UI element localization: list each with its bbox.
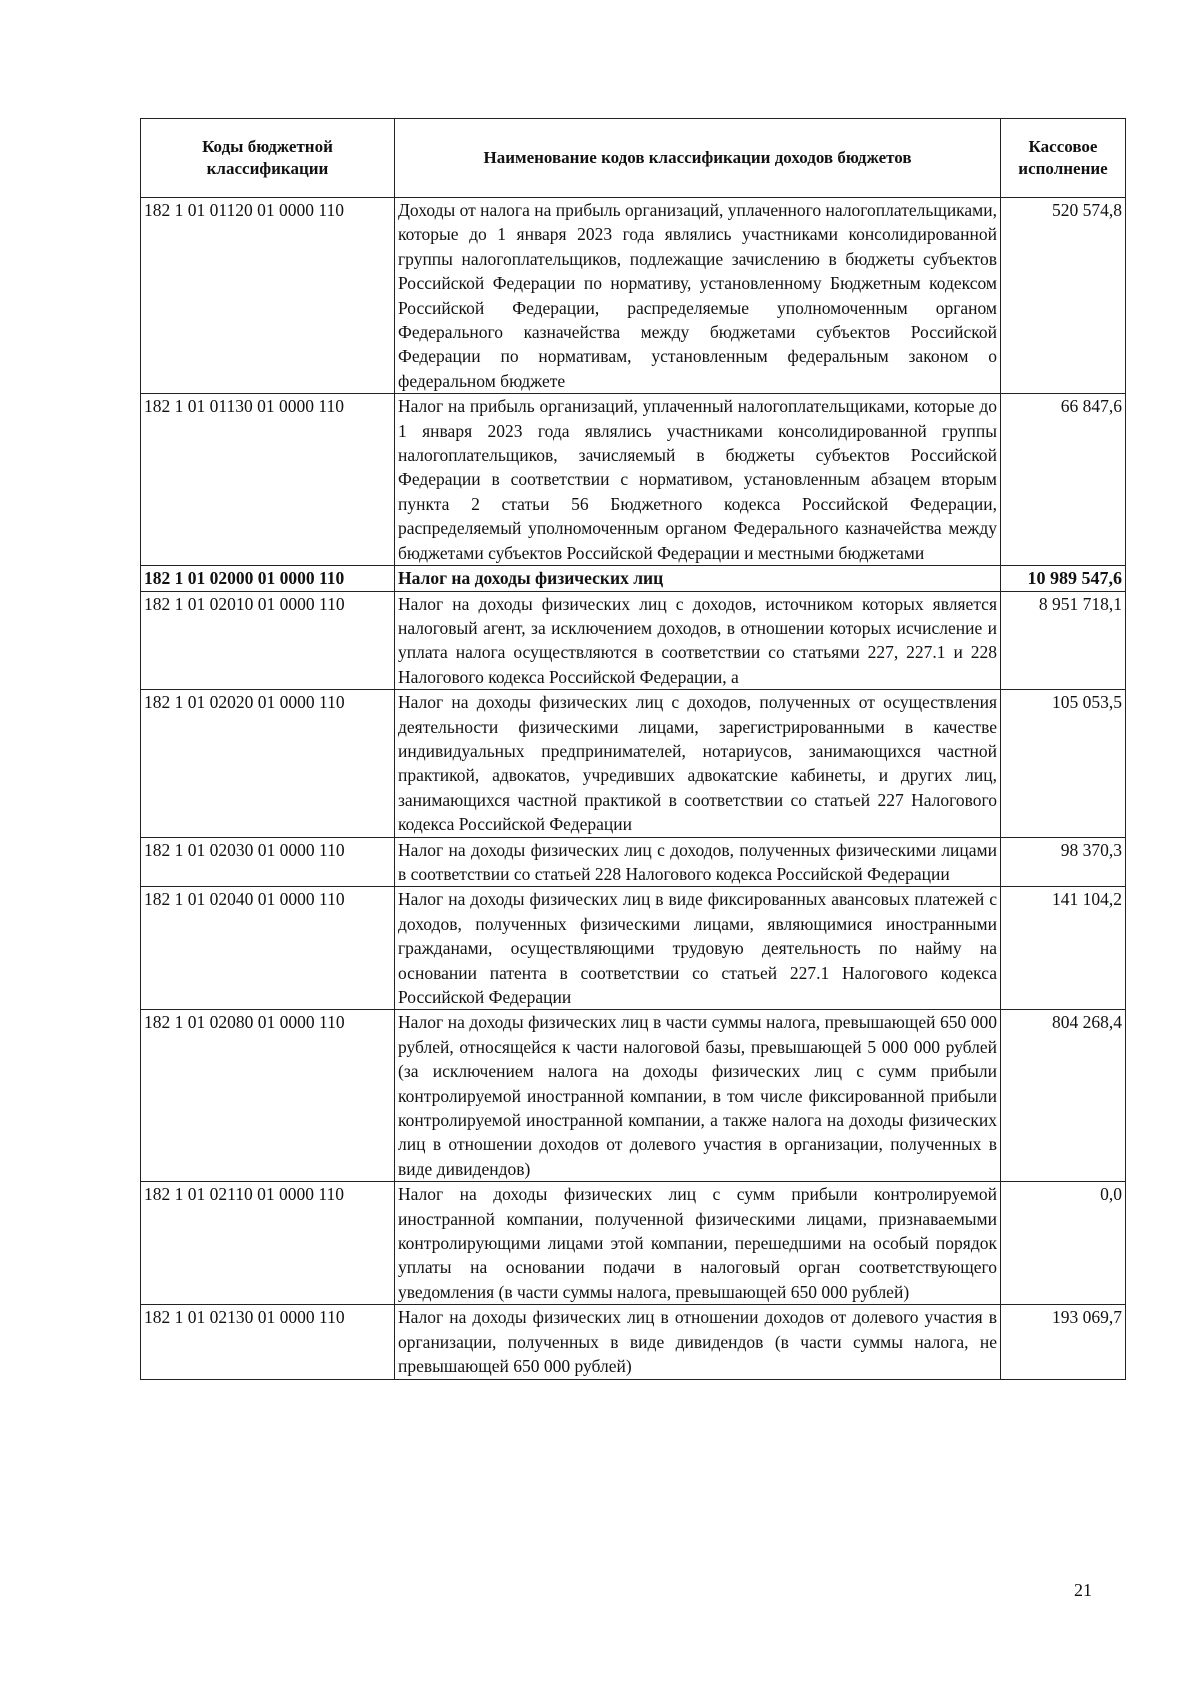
row-amount: 10 989 547,6: [1001, 566, 1126, 591]
table-row: [141, 690, 1126, 837]
table-body: [141, 198, 1126, 1380]
table-row: [141, 198, 1126, 394]
row-code: 182 1 01 02030 01 0000 110: [141, 837, 395, 887]
row-amount: 105 053,5: [1001, 690, 1126, 837]
page-number: 21: [1074, 1580, 1092, 1600]
row-code: 182 1 01 01130 01 0000 110: [141, 394, 395, 566]
table-header: [141, 119, 1126, 198]
row-amount: 141 104,2: [1001, 887, 1126, 1010]
row-name: Доходы от налога на прибыль организаций, уплаченного налогоплательщиками, которые до 1 января 2023 года являлись участниками консолидированной группы налогоплательщиков, подлежащие зачислению в бюджеты субъектов Российской Федерации по нормативу, установленному Бюджетным кодексом Российской Федерации, распределяемые уполномоченным органом Федерального казначейства между бюджетами субъектов Российской Федерации по нормативам, установленным федеральным законом о федеральном бюджете: [395, 198, 1001, 394]
row-amount: 98 370,3: [1001, 837, 1126, 887]
row-amount: 193 069,7: [1001, 1305, 1126, 1379]
row-code: 182 1 01 02110 01 0000 110: [141, 1182, 395, 1305]
header-name: Наименование кодов классификации доходов бюджетов: [395, 119, 1001, 198]
row-name: Налог на доходы физических лиц с доходов, полученных физическими лицами в соответствии со статьей 228 Налогового кодекса Российской Федерации: [395, 837, 1001, 887]
table-row: [141, 887, 1126, 1010]
row-code: 182 1 01 02000 01 0000 110: [141, 566, 395, 591]
row-name: Налог на прибыль организаций, уплаченный налогоплательщиками, которые до 1 января 2023 года являлись участниками консолидированной группы налогоплательщиков, зачисляемый в бюджеты субъектов Российской Федерации в соответствии с нормативом, установленным абзацем вторым пункта 2 статьи 56 Бюджетного кодекса Российской Федерации, распределяемый уполномоченным органом Федерального казначейства между бюджетами субъектов Российской Федерации и местными бюджетами: [395, 394, 1001, 566]
row-code: 182 1 01 01120 01 0000 110: [141, 198, 395, 394]
table-row: [141, 591, 1126, 690]
row-code: 182 1 01 02080 01 0000 110: [141, 1010, 395, 1182]
table-row: [141, 1305, 1126, 1379]
table-row: [141, 1182, 1126, 1305]
row-name: Налог на доходы физических лиц с сумм прибыли контролируемой иностранной компании, полученной физическими лицами, признаваемыми контролирующими лицами этой компании, перешедшими на особый порядок уплаты на основании подачи в налоговый орган соответствующего уведомления (в части суммы налога, превышающей 650 000 рублей): [395, 1182, 1001, 1305]
row-code: 182 1 01 02020 01 0000 110: [141, 690, 395, 837]
row-name: Налог на доходы физических лиц в части суммы налога, превышающей 650 000 рублей, относящейся к части налоговой базы, превышающей 5 000 000 рублей (за исключением налога на доходы физических лиц с сумм прибыли контролируемой иностранной компании, в том числе фиксированной прибыли контролируемой иностранной компании, а также налога на доходы физических лиц в отношении доходов от долевого участия в организации, полученных в виде дивидендов): [395, 1010, 1001, 1182]
row-name: Налог на доходы физических лиц в отношении доходов от долевого участия в организации, полученных в виде дивидендов (в части суммы налога, не превышающей 650 000 рублей): [395, 1305, 1001, 1379]
table-row: [141, 1010, 1126, 1182]
row-amount: 8 951 718,1: [1001, 591, 1126, 690]
row-name: Налог на доходы физических лиц: [395, 566, 1001, 591]
row-amount: 0,0: [1001, 1182, 1126, 1305]
row-name: Налог на доходы физических лиц с доходов, полученных от осуществления деятельности физическими лицами, зарегистрированными в качестве индивидуальных предпринимателей, нотариусов, занимающихся частной практикой, адвокатов, учредивших адвокатские кабинеты, и других лиц, занимающихся частной практикой в соответствии со статьей 227 Налогового кодекса Российской Федерации: [395, 690, 1001, 837]
table-row: [141, 837, 1126, 887]
header-amount: Кассовое исполнение: [1001, 119, 1126, 198]
table-row: [141, 566, 1126, 591]
row-amount: 520 574,8: [1001, 198, 1126, 394]
header-row: [141, 119, 1126, 198]
row-code: 182 1 01 02010 01 0000 110: [141, 591, 395, 690]
header-code: Коды бюджетной классификации: [141, 119, 395, 198]
row-name: Налог на доходы физических лиц с доходов, источником которых является налоговый агент, за исключением доходов, в отношении которых исчисление и уплата налога осуществляются в соответствии со статьями 227, 227.1 и 228 Налогового кодекса Российской Федерации, а: [395, 591, 1001, 690]
budget-revenue-table: [140, 118, 1126, 1380]
row-amount: 66 847,6: [1001, 394, 1126, 566]
table-row: [141, 394, 1126, 566]
row-name: Налог на доходы физических лиц в виде фиксированных авансовых платежей с доходов, полученных физическими лицами, являющимися иностранными гражданами, осуществляющими трудовую деятельность по найму на основании патента в соответствии со статьей 227.1 Налогового кодекса Российской Федерации: [395, 887, 1001, 1010]
row-amount: 804 268,4: [1001, 1010, 1126, 1182]
document-page: [140, 118, 1125, 1380]
row-code: 182 1 01 02130 01 0000 110: [141, 1305, 395, 1379]
row-code: 182 1 01 02040 01 0000 110: [141, 887, 395, 1010]
